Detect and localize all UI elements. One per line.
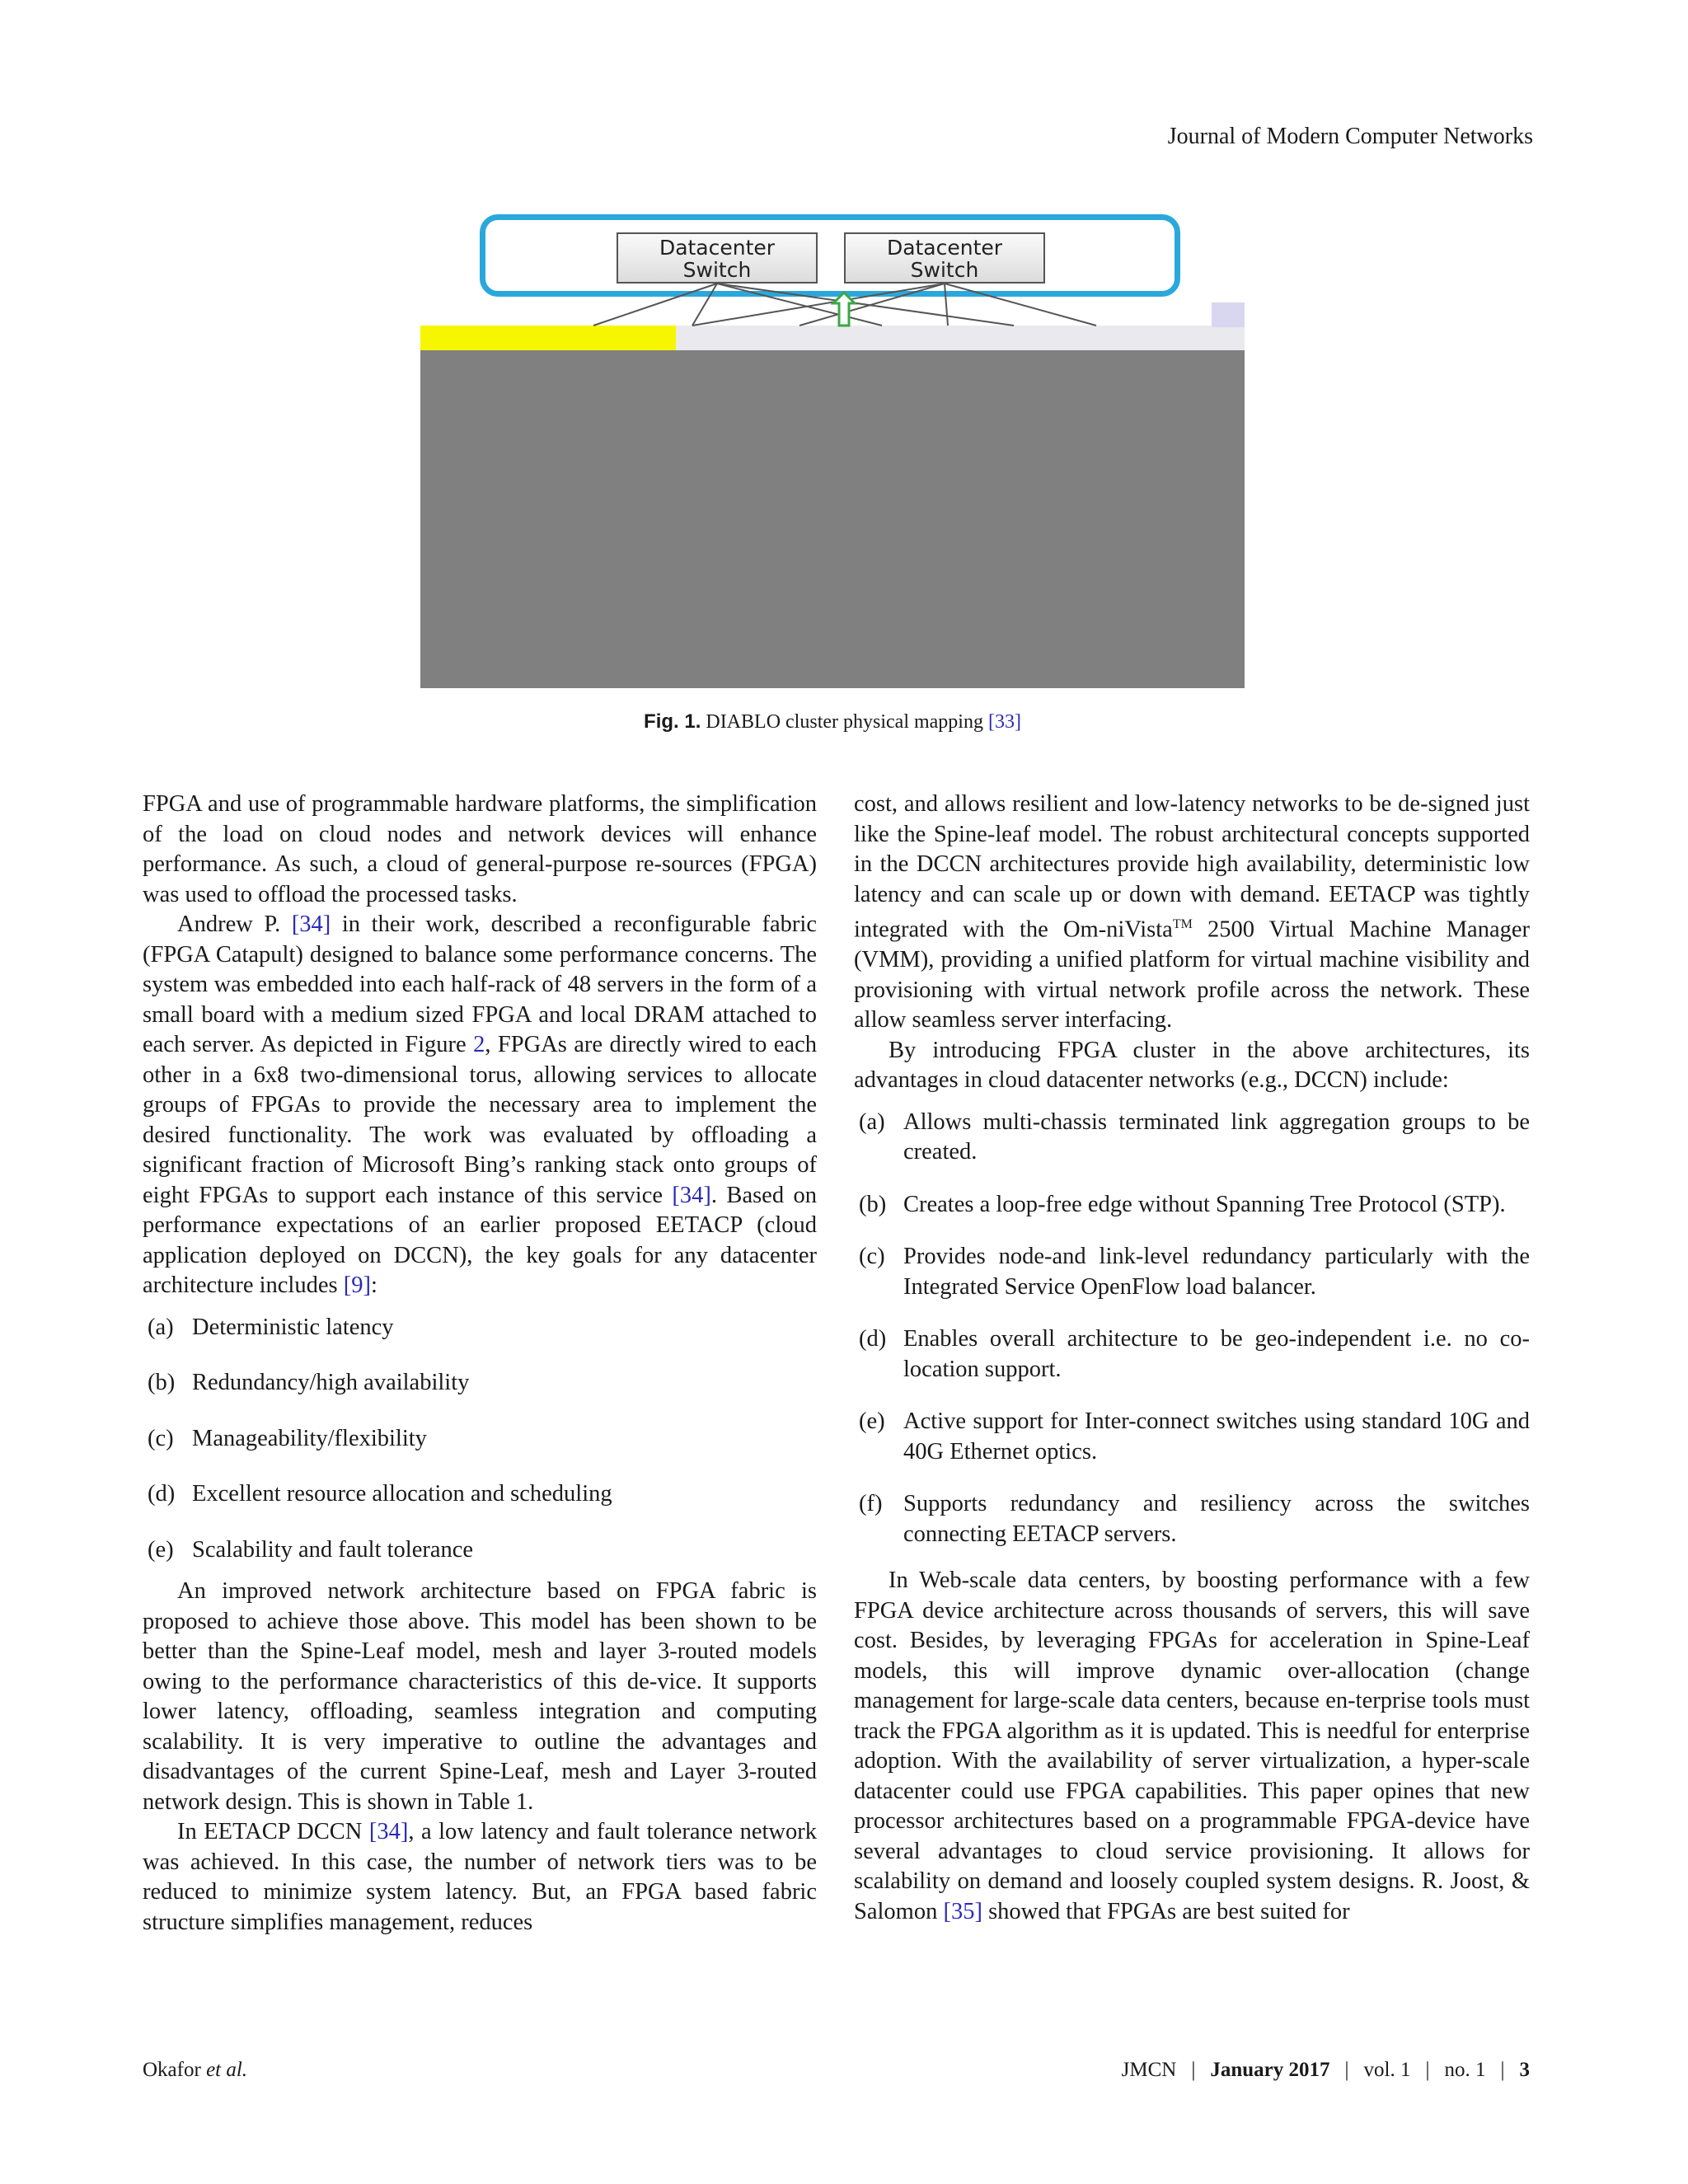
list-text: Deterministic latency (192, 1314, 394, 1340)
advantages-list (854, 1108, 1530, 1550)
footer-journal-abbr: JMCN (1121, 2059, 1177, 2081)
list-item (854, 1489, 1530, 1549)
uplink-arrow-icon (833, 293, 855, 326)
text-run: in their work, described a reconfigurable fabric (FPGA Catapult) designed to balance some performance concerns. The system was embedded into each half-rack of 48 servers in the form of a small board with a medium sized FPGA and local DRAM attached to each server. As depicted in Figure (143, 912, 817, 1057)
text-run: , FPGAs are directly wired to each other in a 6x8 two-dimensional torus, allowing services to allocate groups of FPGAs to provide the necessary area to implement the desired functionality. The work was evaluated by offloading a significant fraction of Microsoft Bing’s ranking stack onto groups of eight FPGAs to support each instance of this service (143, 1032, 817, 1208)
footer-separator: | (1344, 2059, 1349, 2081)
goals-list (143, 1313, 817, 1566)
list-text: Enables overall architecture to be geo-independent i.e. no co-location support. (903, 1326, 1530, 1382)
figure-1 (420, 210, 1245, 688)
text-run: Andrew P. (177, 912, 292, 937)
citation-link[interactable]: [34] (291, 912, 331, 937)
running-header: Journal of Modern Computer Networks (1167, 124, 1533, 149)
list-text: Supports redundancy and resiliency across the switches connecting EETACP servers. (903, 1491, 1530, 1547)
text-run: . Based on performance expectations of an earlier proposed EETACP (cloud application deployed on DCCN), the key goals for any datacenter architecture includes (143, 1182, 817, 1298)
right-column (854, 790, 1530, 1927)
footer-number: no. 1 (1444, 2059, 1486, 2081)
footer-separator: | (1191, 2059, 1196, 2081)
left-paragraph-4 (143, 1817, 817, 1938)
list-item (143, 1368, 817, 1399)
list-text: Active support for Inter-connect switches using standard 10G and 40G Ethernet optics. (903, 1408, 1530, 1465)
list-marker: (b) (859, 1191, 887, 1217)
list-marker: (e) (148, 1536, 174, 1563)
left-paragraph-1: FPGA and use of programmable hardware platforms, the simplification of the load on cloud nodes and network devices will enhance performance. As such, a cloud of general-purpose re-sources (FPGA) was used to offload the processed tasks. (143, 791, 817, 907)
list-marker: (d) (148, 1481, 176, 1507)
list-marker: (c) (859, 1244, 885, 1269)
list-text: Provides node-and link-level redundancy particularly with the Integrated Service OpenFlow load balancer. (903, 1244, 1530, 1300)
list-marker: (a) (859, 1108, 885, 1135)
figure-caption (412, 710, 1253, 733)
left-paragraph-2 (143, 910, 817, 1301)
caption-label: Fig. 1. (644, 710, 701, 733)
text-run: : (370, 1272, 377, 1298)
footer-page-number: 3 (1519, 2059, 1530, 2081)
list-item (854, 1108, 1530, 1168)
list-text: Excellent resource allocation and scheduling (192, 1481, 612, 1507)
list-marker: (c) (148, 1425, 174, 1451)
left-column (143, 790, 817, 1938)
list-item (143, 1535, 817, 1566)
list-item (143, 1479, 817, 1510)
list-text: Creates a loop-free edge without Spanning Tree Protocol (STP). (903, 1191, 1506, 1217)
footer-separator: | (1425, 2059, 1430, 2081)
list-item (854, 1324, 1530, 1385)
text-run: , a low latency and fault tolerance network was achieved. In this case, the number of network tiers was to be reduced to minimize system latency. But, an FPGA based fabric structure simplifies management, reduces (143, 1819, 817, 1935)
text-run: 2500 Virtual Machine Manager (VMM), providing a unified platform for virtual machine visibility and provisioning with virtual network profile across the network. These allow seamless server interfacing. (854, 916, 1530, 1033)
caption-text: DIABLO cluster physical mapping (706, 711, 983, 733)
left-paragraph-3: An improved network architecture based on FPGA fabric is proposed to achieve those above. This model has been shown to be better than the Spine-Leaf model, mesh and layer 3-routed models owing to the performance characteristics of this de-vice. It supports lower latency, offloading, seamless integration and computing scalability. It is very imperative to outline the advantages and disadvantages of the current Spine-Leaf, mesh and Layer 3-routed network design. This is shown in Table 1. (143, 1578, 817, 1815)
list-text: Scalability and fault tolerance (192, 1536, 474, 1563)
footer-separator: | (1500, 2059, 1505, 2081)
footer-etal: et al. (206, 2059, 248, 2081)
citation-link[interactable]: [9] (343, 1272, 371, 1298)
text-run: In EETACP DCCN (177, 1819, 369, 1844)
footer-date: January 2017 (1210, 2059, 1330, 2081)
list-item (854, 1407, 1530, 1467)
list-item (854, 1190, 1530, 1221)
switch-2-line-1: Datacenter (886, 236, 1003, 260)
list-text: Redundancy/high availability (192, 1370, 470, 1395)
list-item (854, 1242, 1530, 1302)
list-marker: (a) (148, 1314, 174, 1340)
footer-author-name: Okafor (143, 2059, 201, 2081)
switch-1-line-1: Datacenter (659, 236, 776, 260)
text-run: In Web-scale data centers, by boosting performance with a few FPGA device architecture across thousands of servers, this will save cost. Besides, by leveraging FPGAs for acceleration in Spine-Leaf models, this will improve dynamic over-allocation (change management for large-scale data centers, because en-terprise tools must track the FPGA algorithm as it is updated. This is needful for enterprise adoption. With the availability of server virtualization, a hyper-scale datacenter could use FPGA capabilities. This paper opines that new processor architectures based on a programmable FPGA-device have several advantages to cloud service provisioning. It allows for scalability on demand and loosely coupled system designs. R. Joost, & Salomon (854, 1568, 1530, 1924)
right-paragraph-3 (854, 1566, 1530, 1927)
footer-journal-info (907, 2059, 1530, 2082)
figure-link[interactable]: 2 (473, 1032, 485, 1057)
list-marker: (e) (859, 1408, 885, 1434)
right-paragraph-1 (854, 790, 1530, 1036)
list-text: Manageability/flexibility (192, 1425, 427, 1451)
cluster-photo-placeholder (420, 326, 1245, 688)
list-marker: (f) (859, 1491, 883, 1516)
list-text: Allows multi-chassis terminated link aggregation groups to be created. (903, 1108, 1530, 1165)
switch-2-line-2: Switch (910, 258, 979, 282)
list-marker: (b) (148, 1370, 176, 1395)
footer-volume: vol. 1 (1363, 2059, 1411, 2081)
list-item (143, 1424, 817, 1455)
list-marker: (d) (859, 1326, 887, 1352)
caption-citation-link[interactable]: [33] (987, 711, 1021, 733)
citation-link[interactable]: [34] (672, 1182, 711, 1208)
citation-link[interactable]: [35] (943, 1898, 982, 1924)
text-run: showed that FPGAs are best suited for (982, 1898, 1350, 1924)
footer-authors (143, 2059, 247, 2082)
citation-link[interactable]: [34] (368, 1819, 409, 1844)
switch-connection-lines (420, 210, 1245, 350)
switch-1-line-2: Switch (682, 258, 752, 282)
trademark-mark: TM (1172, 917, 1193, 931)
text-run: cost, and allows resilient and low-latency networks to be de-signed just like the Spine-leaf model. The robust architectural concepts supported in the DCCN architectures provide high availability, deterministic low latency and can scale up or down with demand. EETACP was tightly integrated with the Om-niVista (854, 791, 1530, 943)
list-item (143, 1313, 817, 1343)
right-paragraph-2: By introducing FPGA cluster in the above architectures, its advantages in cloud datacenter networks (e.g., DCCN) include: (854, 1037, 1530, 1093)
